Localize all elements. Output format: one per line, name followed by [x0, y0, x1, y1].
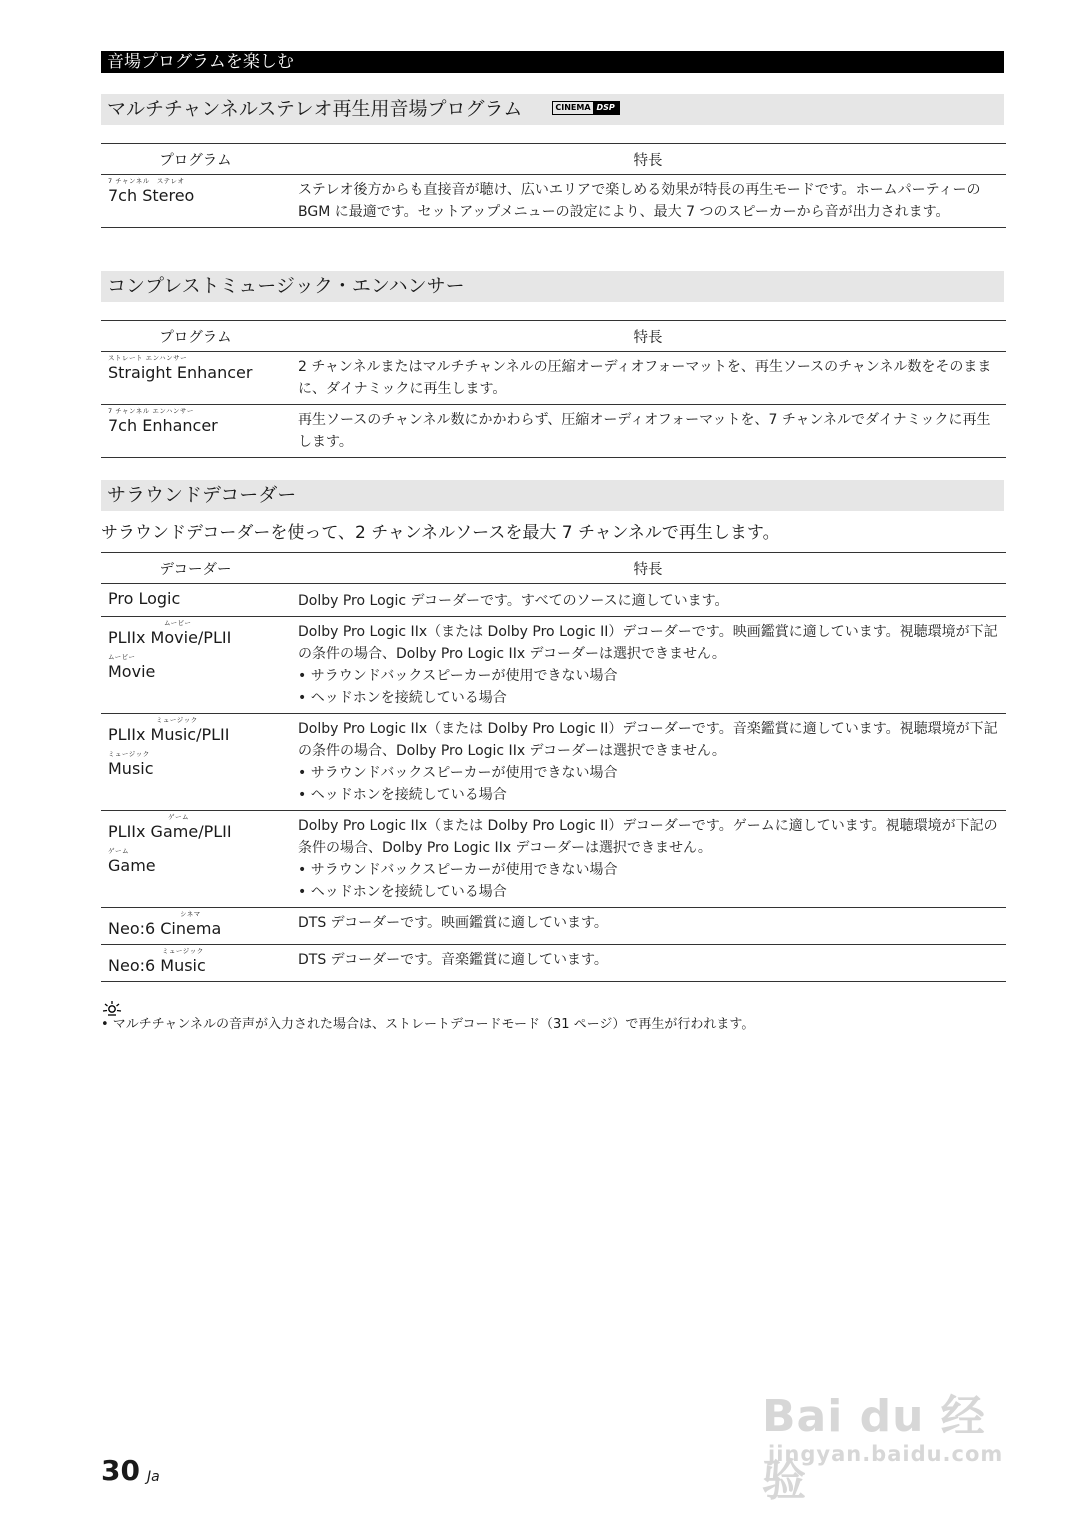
decoder-table	[101, 552, 1006, 982]
header-program: プログラム	[101, 144, 290, 175]
hint-text: • マルチチャンネルの音声が入力された場合は、ストレートデコードモード（31 ページ）で再生が行われます。	[101, 1017, 755, 1032]
ruby: ムービー	[108, 653, 136, 661]
table-row	[101, 584, 1006, 617]
decoder-description: DTS デコーダーです。映画鑑賞に適しています。	[290, 908, 1006, 945]
hint-lightbulb-icon	[101, 1000, 123, 1016]
program-description: ステレオ後方からも直接音が聴け、広いエリアで楽しめる効果が特長の再生モードです。ホームパーティーの BGM に最適です。セットアップメニューの設定により、最大 7 つのスピーカーから音が出力されます。	[290, 175, 1006, 228]
table-row	[101, 405, 1006, 458]
header-program: プログラム	[101, 321, 290, 352]
table-row	[101, 617, 1006, 714]
decoder-description: Dolby Pro Logic IIx（または Dolby Pro Logic II）デコーダーです。映画鑑賞に適しています。視聴環境が下記の条件の場合、Dolby Pro Logic IIx デコーダーは選択できません。	[298, 624, 998, 662]
header-decoder: デコーダー	[101, 553, 290, 584]
decoder-name: Movie	[108, 662, 156, 681]
header-feature: 特長	[290, 321, 1006, 352]
ruby: ミュージック	[162, 947, 204, 955]
page-number: 30	[101, 1454, 140, 1487]
decoder-name: PLIIx Movie/PLII	[108, 628, 232, 647]
watermark-url: jingyan.baidu.com	[768, 1442, 1004, 1466]
ruby: シネマ	[180, 910, 201, 918]
ruby: ストレート エンハンサー	[108, 354, 188, 362]
decoder-description: Dolby Pro Logic IIx（または Dolby Pro Logic II）デコーダーです。ゲームに適しています。視聴環境が下記の条件の場合、Dolby Pro Logic IIx デコーダーは選択できません。	[298, 818, 998, 856]
decoder-description: Dolby Pro Logic デコーダーです。すべてのソースに適しています。	[290, 584, 1006, 617]
section-title-text: マルチチャンネルステレオ再生用音場プログラム	[107, 98, 523, 120]
ruby: 7 チャンネル エンハンサー	[108, 407, 194, 415]
baidu-watermark	[762, 1360, 1012, 1506]
bullet-item: • ヘッドホンを接続している場合	[298, 690, 507, 706]
bullet-item: • サラウンドバックスピーカーが使用できない場合	[298, 668, 618, 684]
bullet-item: • ヘッドホンを接続している場合	[298, 787, 507, 803]
decoder-intro: サラウンドデコーダーを使って、2 チャンネルソースを最大 7 チャンネルで再生します。	[101, 523, 780, 543]
header-feature: 特長	[290, 553, 1006, 584]
program-table-multichannel	[101, 143, 1006, 228]
ruby: ミュージック	[108, 750, 150, 758]
program-table-enhancer	[101, 320, 1006, 458]
table-row	[101, 714, 1006, 811]
ruby: ゲーム	[108, 847, 129, 855]
program-description: 再生ソースのチャンネル数にかかわらず、圧縮オーディオフォーマットを、7 チャンネルでダイナミックに再生します。	[290, 405, 1006, 458]
page-language: Ja	[147, 1469, 160, 1485]
bullet-item: • ヘッドホンを接続している場合	[298, 884, 507, 900]
decoder-name: PLIIx Music/PLII	[108, 725, 230, 744]
bullet-item: • サラウンドバックスピーカーが使用できない場合	[298, 862, 618, 878]
ruby: ミュージック	[156, 716, 198, 724]
ruby: ムービー	[164, 619, 192, 627]
decoder-name: Music	[108, 759, 154, 778]
decoder-name: Pro Logic	[108, 589, 181, 608]
table-row	[101, 811, 1006, 908]
section-title-multichannel	[101, 94, 1004, 125]
header-feature: 特長	[290, 144, 1006, 175]
ruby: ゲーム	[168, 813, 189, 821]
section-title-enhancer: コンプレストミュージック・エンハンサー	[101, 271, 1004, 302]
program-name: Straight Enhancer	[108, 363, 253, 382]
ruby: 7 チャンネル ステレオ	[108, 177, 185, 185]
program-name: 7ch Enhancer	[108, 416, 218, 435]
table-row	[101, 945, 1006, 982]
table-row	[101, 908, 1006, 945]
watermark-logo: Bai du 经验	[762, 1391, 986, 1506]
decoder-description: DTS デコーダーです。音楽鑑賞に適しています。	[290, 945, 1006, 982]
decoder-name: Neo:6 Music	[108, 956, 206, 975]
chapter-title: 音場プログラムを楽しむ	[101, 51, 1004, 73]
program-description: 2 チャンネルまたはマルチチャンネルの圧縮オーディオフォーマットを、再生ソースのチャンネル数をそのままに、ダイナミックに再生します。	[290, 352, 1006, 405]
decoder-name: Game	[108, 856, 156, 875]
bullet-item: • サラウンドバックスピーカーが使用できない場合	[298, 765, 618, 781]
table-row	[101, 352, 1006, 405]
section-title-decoder: サラウンドデコーダー	[101, 480, 1004, 511]
decoder-description: Dolby Pro Logic IIx（または Dolby Pro Logic II）デコーダーです。音楽鑑賞に適しています。視聴環境が下記の条件の場合、Dolby Pro Logic IIx デコーダーは選択できません。	[298, 721, 998, 759]
decoder-name: PLIIx Game/PLII	[108, 822, 232, 841]
program-name: 7ch Stereo	[108, 186, 195, 205]
cinema-dsp-logo: CINEMA DSP	[552, 101, 619, 115]
decoder-name: Neo:6 Cinema	[108, 919, 222, 938]
table-row	[101, 175, 1006, 228]
